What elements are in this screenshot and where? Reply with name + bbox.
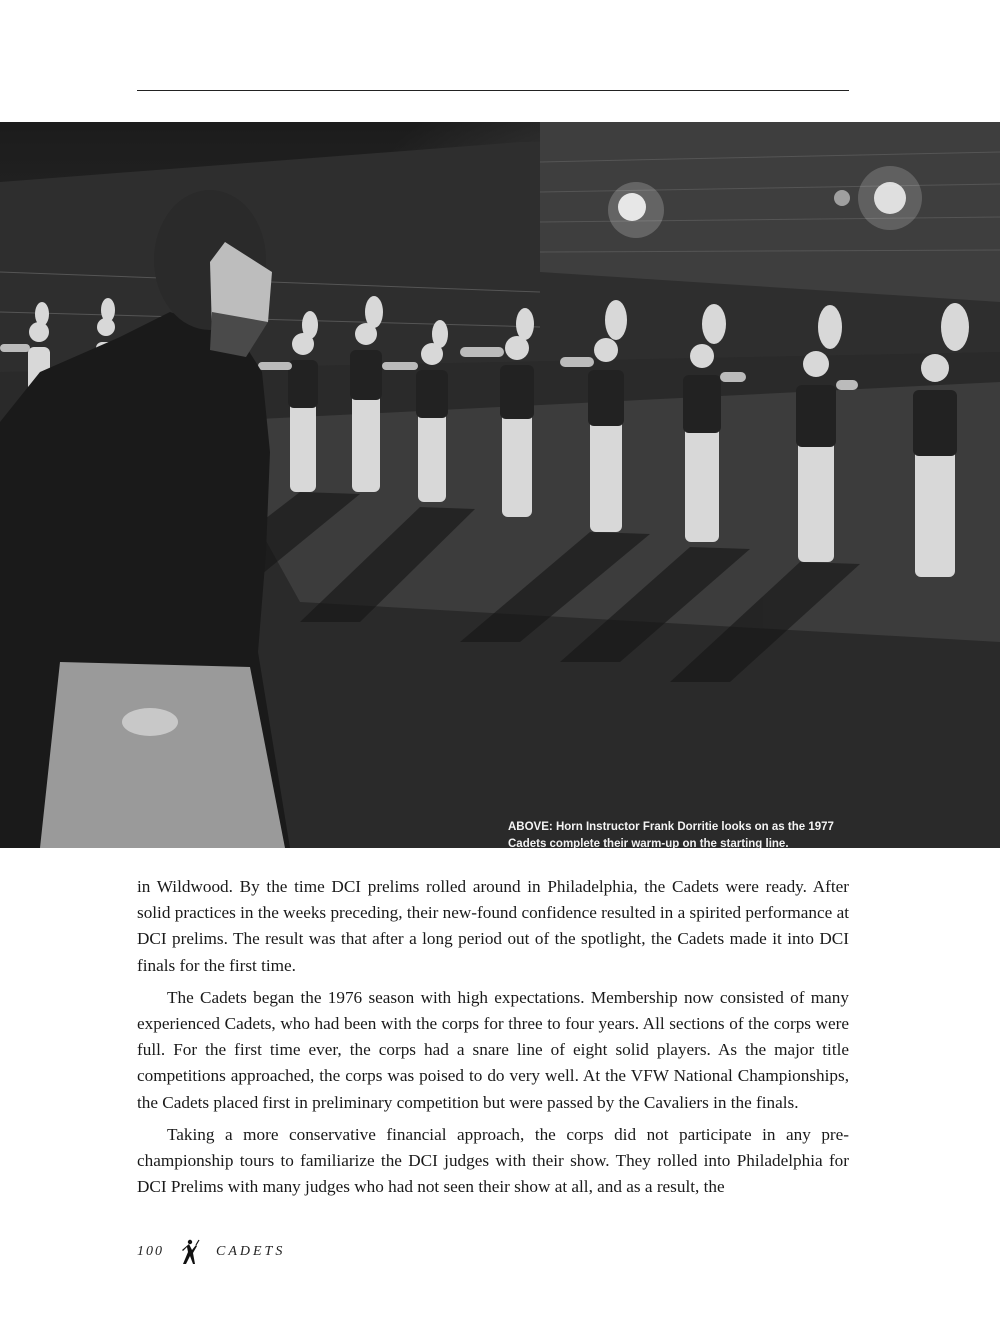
caption-above-text: Horn Instructor Frank Dorritie looks on as the 1977 Cadets complete their warm-up on the starting line.: [508, 821, 834, 848]
body-text: [137, 874, 849, 1206]
photo-horn-line: [0, 122, 1000, 848]
caption-above: [508, 819, 848, 848]
caption-above-label: ABOVE:: [508, 821, 553, 833]
photo-caption: [508, 819, 848, 848]
body-paragraph: in Wildwood. By the time DCI prelims rolled around in Philadelphia, the Cadets were ready. After solid practices in the weeks preceding, their new-found confidence resulted in a spirited performance at DCI prelims. The result was that after a long period out of the spotlight, the Cadets made it into DCI finals for the first time.: [137, 877, 849, 975]
page-number: 100: [137, 1244, 164, 1259]
body-paragraph: The Cadets began the 1976 season with high expectations. Membership now consisted of many experienced Cadets, who had been with the corps for three to four years. All sections of the corps were full. For the first time ever, the corps had a snare line of eight solid players. As the major title competitions approached, the corps was poised to do very well. At the VFW National Championships, the Cadets placed first in preliminary competition but were passed by the Cavaliers in the finals.: [137, 987, 849, 1112]
header-rule: [137, 90, 849, 91]
drum-major-icon: [178, 1239, 200, 1265]
page-footer: [137, 1238, 285, 1266]
body-paragraph: Taking a more conservative financial approach, the corps did not participate in any pre-championship tours to familiarize the DCI judges with their show. They rolled into Philadelphia for DCI Prelims with many judges who had not seen their show at all, and as a result, the: [137, 1124, 849, 1197]
section-title: CADETS: [216, 1244, 286, 1259]
photo-illustration: [0, 122, 1000, 848]
